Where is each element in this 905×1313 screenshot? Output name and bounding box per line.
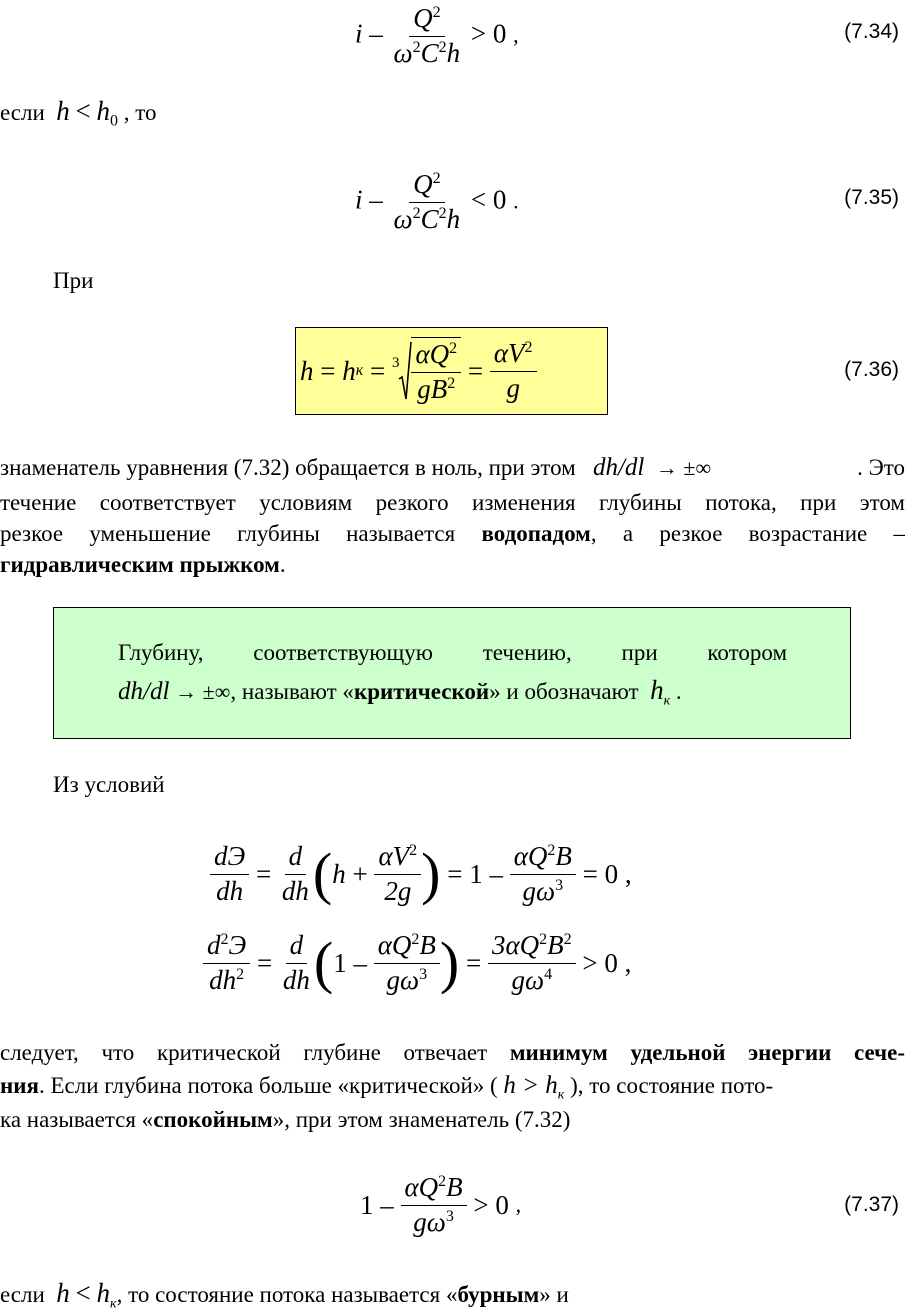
equation-number-7-37: (7.37) [844,1193,899,1216]
iz-usloviy: Из условий [53,772,165,797]
equation-7-35: i – $\frac{Q^2}{\omega^2C^2h}$ < 0 . [355,169,519,234]
definition-line-2: dh/dl → ±∞, называют «критической» и обозначают $h_к$ . [118,675,682,709]
paragraph-line: гидравлическим прыжком. [0,552,286,577]
paragraph-line: резкое уменьшение глубины называется водопадом, а резкое возрастание – [0,521,905,546]
definition-box [53,607,851,739]
equation-number-7-34: (7.34) [844,20,899,43]
equation-7-36: h = h к = 3 $\frac{\alpha Q^2}{gB^2}$ = $\frac{\alpha V^2}{g}$ [300,333,537,409]
pri-text: При [53,268,94,293]
equation-7-37: 1 – $\frac{\alpha Q^2B}{g\omega^3}$ > 0 , [360,1171,522,1237]
paragraph-line: знаменатель уравнения (7.32) обращается в ноль, при этом dh/dl → ±∞ . Это [0,454,905,481]
paragraph-line: ка называется «спокойным», при этом знаменатель (7.32) [0,1107,571,1132]
equation-number-7-35: (7.35) [844,186,899,209]
paragraph-line: следует, что критической глубине отвечает минимум удельной энергии сече- [0,1040,905,1065]
last-line: если $h < h_к$, то состояние потока называется «бурным» и [0,1278,569,1312]
radical-sign-icon [398,341,412,401]
condition-line-1: если $h < h_0$ , то [0,96,157,130]
equation-7-34: i – $\frac{Q^2}{\omega^2C^2h}$ > 0 , [355,3,519,68]
equation-number-7-36: (7.36) [844,358,899,381]
paragraph-line: течение соответствует условиям резкого изменения глубины потока, при этом [0,490,905,515]
derivative-equation-2: $\frac{d^2Э}{dh^2}$ = $\frac{d}{dh}$ ( 1 – $\frac{\alpha Q^2B}{g\omega^3}$ ) = $\frac{3\alpha Q^2B^2}{g\omega^4}$ > 0 , [203,922,631,1004]
derivative-equation-1: $\frac{dЭ}{dh}$ = $\frac{d}{dh}$ ( h + $\frac{\alpha V^2}{2g}$ ) = 1 – $\frac{\alpha Q^2B}{g\omega^3}$ = 0 , [210,833,632,915]
definition-line-1: Глубину, соответствующую течению, при котором [118,640,787,665]
paragraph-line: ния. Если глубина потока больше «критической» ( $h > h_к$ ), то состояние пото- [0,1072,774,1103]
